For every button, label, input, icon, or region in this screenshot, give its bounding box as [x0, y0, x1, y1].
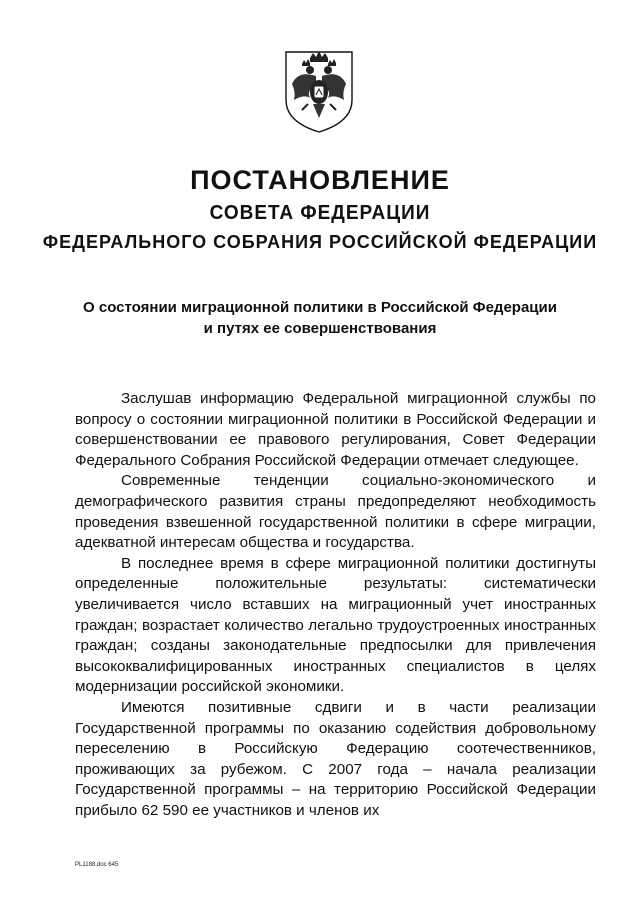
resolution-heading-line-2: и путях ее совершенствования: [203, 320, 437, 337]
document-code-footer: PL1188.doc 645: [75, 862, 119, 868]
issuer-line-2: ФЕДЕРАЛЬНОГО СОБРАНИЯ РОССИЙСКОЙ ФЕДЕРАЦИИ: [42, 232, 598, 252]
body-paragraph: Имеются позитивные сдвиги и в части реализации Государственной программы по оказанию содействия добровольному переселению в Российскую Федерацию соотечественников, проживающих за рубежом. С 2007 года – начала реализации Государственной программы – на территорию Российской Федерации прибыло 62 590 ее участников и членов их: [75, 698, 596, 819]
issuer-line-1: СОВЕТА ФЕДЕРАЦИИ: [209, 202, 431, 225]
body-paragraph: Заслушав информацию Федеральной миграционной службы по вопросу о состоянии миграционной политики в Российской Федерации и совершенствовании ее правового регулирования, Совет Федерации Федерального Собрания Российской Федерации отмечает следующее.: [75, 390, 596, 469]
document-title: ПОСТАНОВЛЕНИЕ: [190, 165, 450, 195]
resolution-heading-line-1: О состоянии миграционной политики в Российской Федерации: [83, 299, 557, 316]
body-paragraph: Современные тенденции социально-экономического и демографического развития страны предопределяют необходимость проведения взвешенной государственной политики в сфере миграции, адекватной интересам общества и государства.: [75, 472, 596, 552]
body-paragraph: В последнее время в сфере миграционной политики достигнуты определенные положительные результаты: систематически увеличивается число вставших на миграционный учет иностранных граждан; возрастает количество легально трудоустроенных иностранных граждан; созданы законодательные предпосылки для привлечения высококвалифицированных иностранных специалистов в целях модернизации российской экономики.: [75, 554, 596, 696]
document-body: [75, 389, 596, 821]
russian-coat-of-arms-icon: [280, 48, 358, 134]
resolution-heading: [0, 297, 640, 339]
